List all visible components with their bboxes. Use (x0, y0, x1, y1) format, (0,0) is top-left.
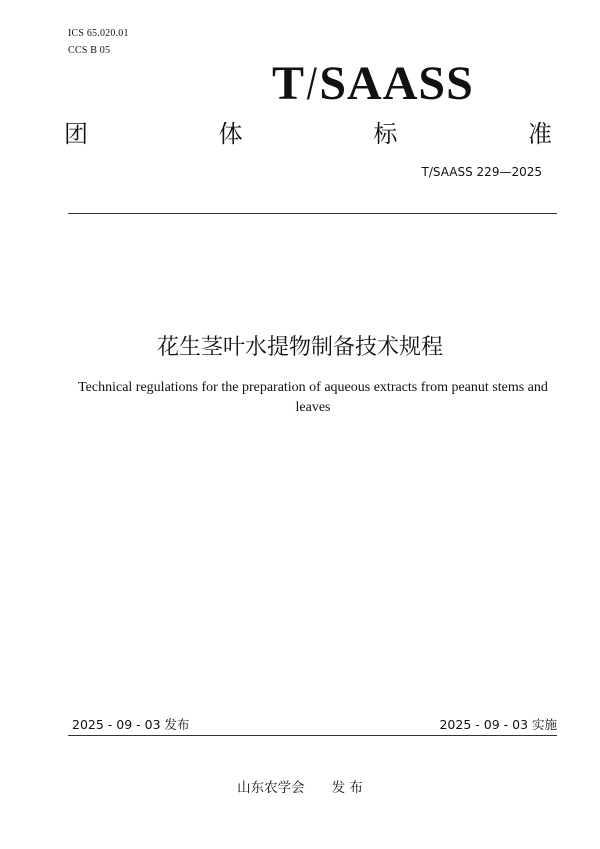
implementation-date: 2025 - 09 - 03 实施 (439, 717, 557, 732)
bottom-divider (68, 735, 557, 736)
ics-code: ICS 65.020.01 (68, 28, 129, 39)
standard-type-char: 准 (527, 120, 552, 148)
logo-org: SAASS (319, 57, 474, 110)
title-english: Technical regulations for the preparation of aqueous extracts from peanut stems and leaves (78, 380, 548, 415)
title-chinese: 花生茎叶水提物制备技术规程 (156, 335, 443, 360)
standard-type (64, 114, 552, 149)
issuer: 山东农学会 发 布 (237, 780, 363, 796)
publication-date: 2025 - 09 - 03 发布 (72, 717, 190, 732)
standard-type-char: 体 (218, 120, 243, 148)
logo-prefix: T (272, 57, 306, 110)
ccs-code: CCS B 05 (68, 45, 111, 56)
standard-logo (272, 57, 474, 110)
standard-type-char: 标 (373, 120, 398, 148)
standard-number: T/SAASS 229—2025 (421, 165, 542, 179)
standard-type-char: 团 (64, 120, 88, 148)
logo-slash: / (307, 57, 318, 110)
top-divider (68, 213, 557, 214)
